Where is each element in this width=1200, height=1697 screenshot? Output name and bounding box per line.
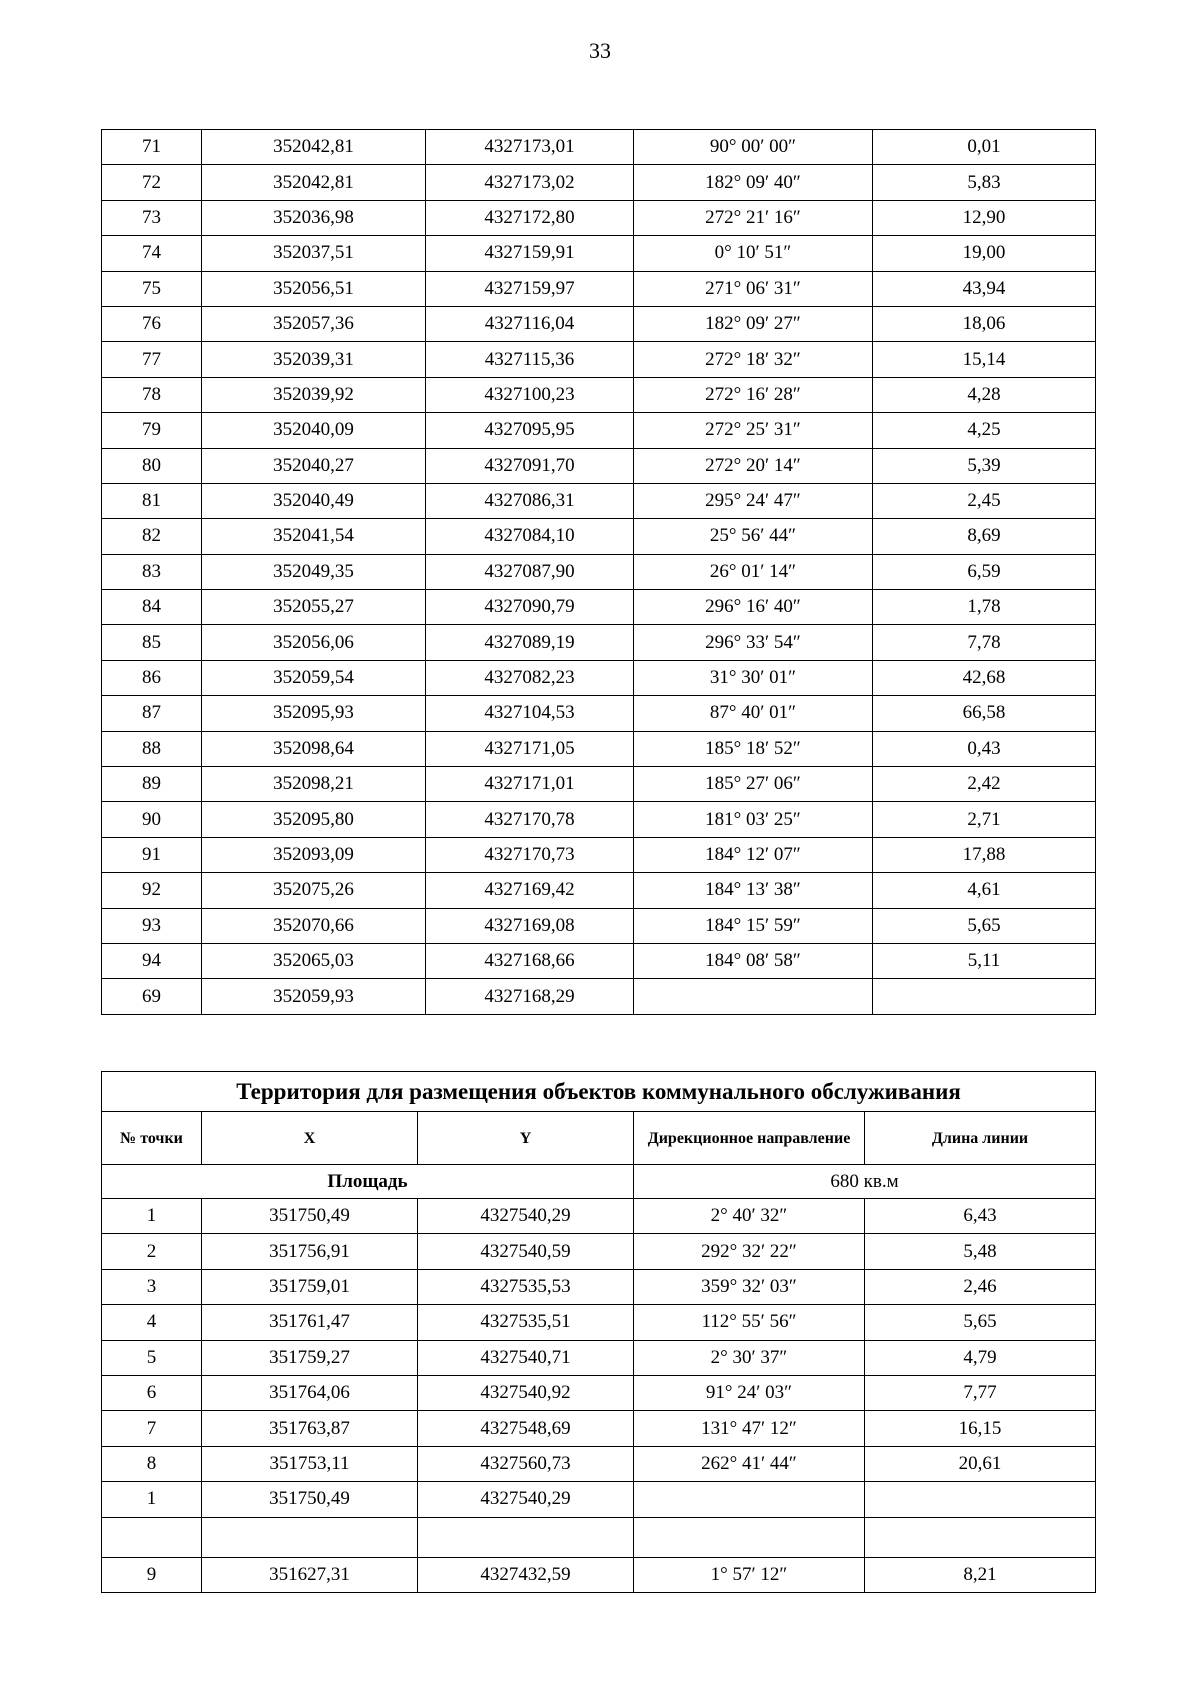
direction-cell: 295° 24′ 47″ bbox=[634, 483, 873, 518]
y-coordinate-cell: 4327171,01 bbox=[426, 767, 634, 802]
line-length-cell: 12,90 bbox=[873, 200, 1096, 235]
direction-cell: 87° 40′ 01″ bbox=[634, 696, 873, 731]
table-cell bbox=[102, 1517, 202, 1557]
point-number-cell: 72 bbox=[102, 165, 202, 200]
direction-cell: 185° 27′ 06″ bbox=[634, 767, 873, 802]
x-coordinate-cell: 352040,09 bbox=[202, 413, 426, 448]
point-number-cell: 3 bbox=[102, 1269, 202, 1304]
table-row bbox=[102, 448, 1096, 483]
y-coordinate-cell: 4327535,51 bbox=[418, 1305, 634, 1340]
table-row bbox=[102, 165, 1096, 200]
x-coordinate-cell: 352065,03 bbox=[202, 943, 426, 978]
line-length-cell: 5,65 bbox=[865, 1305, 1096, 1340]
x-coordinate-cell: 352036,98 bbox=[202, 200, 426, 235]
point-number-cell: 83 bbox=[102, 554, 202, 589]
point-number-cell: 1 bbox=[102, 1199, 202, 1234]
y-coordinate-cell: 4327116,04 bbox=[426, 306, 634, 341]
y-coordinate-cell: 4327548,69 bbox=[418, 1411, 634, 1446]
direction-cell: 184° 13′ 38″ bbox=[634, 873, 873, 908]
line-length-cell: 4,28 bbox=[873, 377, 1096, 412]
table-row bbox=[102, 554, 1096, 589]
line-length-cell: 5,48 bbox=[865, 1234, 1096, 1269]
line-length-cell: 15,14 bbox=[873, 342, 1096, 377]
x-coordinate-cell: 352098,64 bbox=[202, 731, 426, 766]
line-length-cell: 0,43 bbox=[873, 731, 1096, 766]
point-number-cell: 91 bbox=[102, 837, 202, 872]
line-length-cell: 20,61 bbox=[865, 1446, 1096, 1481]
table-row bbox=[102, 1199, 1096, 1234]
y-coordinate-cell: 4327432,59 bbox=[418, 1557, 634, 1592]
y-coordinate-cell: 4327100,23 bbox=[426, 377, 634, 412]
table-row bbox=[102, 731, 1096, 766]
x-coordinate-cell: 352049,35 bbox=[202, 554, 426, 589]
point-number-cell: 69 bbox=[102, 979, 202, 1014]
point-number-cell: 2 bbox=[102, 1234, 202, 1269]
direction-cell: 131° 47′ 12″ bbox=[634, 1411, 865, 1446]
point-number-cell: 5 bbox=[102, 1340, 202, 1375]
table-cell bbox=[418, 1517, 634, 1557]
y-coordinate-cell: 4327159,97 bbox=[426, 271, 634, 306]
line-length-cell: 19,00 bbox=[873, 236, 1096, 271]
point-number-cell: 79 bbox=[102, 413, 202, 448]
table-row bbox=[102, 236, 1096, 271]
x-coordinate-cell: 352093,09 bbox=[202, 837, 426, 872]
direction-cell: 272° 21′ 16″ bbox=[634, 200, 873, 235]
y-coordinate-cell: 4327090,79 bbox=[426, 590, 634, 625]
table-row bbox=[102, 200, 1096, 235]
x-coordinate-cell: 352056,06 bbox=[202, 625, 426, 660]
y-coordinate-cell: 4327560,73 bbox=[418, 1446, 634, 1481]
table-row bbox=[102, 1269, 1096, 1304]
direction-cell: 90° 00′ 00″ bbox=[634, 130, 873, 165]
table-row bbox=[102, 837, 1096, 872]
x-coordinate-cell: 351627,31 bbox=[202, 1557, 418, 1592]
x-coordinate-cell: 352057,36 bbox=[202, 306, 426, 341]
point-number-cell: 90 bbox=[102, 802, 202, 837]
y-coordinate-cell: 4327169,08 bbox=[426, 908, 634, 943]
x-coordinate-cell: 351750,49 bbox=[202, 1199, 418, 1234]
line-length-cell: 6,43 bbox=[865, 1199, 1096, 1234]
table-cell bbox=[202, 1517, 418, 1557]
x-coordinate-cell: 352095,93 bbox=[202, 696, 426, 731]
table-row bbox=[102, 590, 1096, 625]
x-coordinate-cell: 352040,49 bbox=[202, 483, 426, 518]
line-length-cell: 2,46 bbox=[865, 1269, 1096, 1304]
line-length-cell: 4,61 bbox=[873, 873, 1096, 908]
y-coordinate-cell: 4327159,91 bbox=[426, 236, 634, 271]
line-length-cell: 16,15 bbox=[865, 1411, 1096, 1446]
y-coordinate-cell: 4327172,80 bbox=[426, 200, 634, 235]
utility-services-territory-table bbox=[101, 1071, 1096, 1593]
point-number-cell: 8 bbox=[102, 1446, 202, 1481]
direction-cell: 272° 25′ 31″ bbox=[634, 413, 873, 448]
table-row bbox=[102, 908, 1096, 943]
point-number-cell: 84 bbox=[102, 590, 202, 625]
x-coordinate-cell: 352039,92 bbox=[202, 377, 426, 412]
direction-cell: 1° 57′ 12″ bbox=[634, 1557, 865, 1592]
table-cell bbox=[865, 1517, 1096, 1557]
line-length-cell: 17,88 bbox=[873, 837, 1096, 872]
y-coordinate-cell: 4327171,05 bbox=[426, 731, 634, 766]
x-coordinate-cell: 351761,47 bbox=[202, 1305, 418, 1340]
direction-cell: 2° 30′ 37″ bbox=[634, 1340, 865, 1375]
point-number-cell: 80 bbox=[102, 448, 202, 483]
point-number-cell: 89 bbox=[102, 767, 202, 802]
x-coordinate-cell: 352059,54 bbox=[202, 660, 426, 695]
point-number-cell: 93 bbox=[102, 908, 202, 943]
x-coordinate-cell: 352075,26 bbox=[202, 873, 426, 908]
table-row bbox=[102, 483, 1096, 518]
y-coordinate-cell: 4327091,70 bbox=[426, 448, 634, 483]
x-coordinate-cell: 351750,49 bbox=[202, 1482, 418, 1517]
point-number-cell: 6 bbox=[102, 1375, 202, 1410]
y-coordinate-cell: 4327173,01 bbox=[426, 130, 634, 165]
table-row bbox=[102, 873, 1096, 908]
line-length-cell: 4,79 bbox=[865, 1340, 1096, 1375]
direction-cell: 271° 06′ 31″ bbox=[634, 271, 873, 306]
x-coordinate-cell: 352098,21 bbox=[202, 767, 426, 802]
direction-cell: 296° 33′ 54″ bbox=[634, 625, 873, 660]
y-coordinate-cell: 4327540,59 bbox=[418, 1234, 634, 1269]
y-coordinate-cell: 4327540,29 bbox=[418, 1199, 634, 1234]
direction-cell: 184° 08′ 58″ bbox=[634, 943, 873, 978]
header-line-length: Длина линии bbox=[865, 1112, 1096, 1165]
y-coordinate-cell: 4327104,53 bbox=[426, 696, 634, 731]
line-length-cell: 0,01 bbox=[873, 130, 1096, 165]
y-coordinate-cell: 4327089,19 bbox=[426, 625, 634, 660]
point-number-cell: 76 bbox=[102, 306, 202, 341]
point-number-cell: 71 bbox=[102, 130, 202, 165]
line-length-cell: 1,78 bbox=[873, 590, 1096, 625]
point-number-cell: 87 bbox=[102, 696, 202, 731]
y-coordinate-cell: 4327115,36 bbox=[426, 342, 634, 377]
direction-cell: 262° 41′ 44″ bbox=[634, 1446, 865, 1481]
direction-cell: 272° 16′ 28″ bbox=[634, 377, 873, 412]
line-length-cell: 5,39 bbox=[873, 448, 1096, 483]
y-coordinate-cell: 4327086,31 bbox=[426, 483, 634, 518]
point-number-cell: 7 bbox=[102, 1411, 202, 1446]
header-point-number: № точки bbox=[102, 1112, 202, 1165]
point-number-cell: 92 bbox=[102, 873, 202, 908]
x-coordinate-cell: 351753,11 bbox=[202, 1446, 418, 1481]
point-number-cell: 78 bbox=[102, 377, 202, 412]
direction-cell: 184° 12′ 07″ bbox=[634, 837, 873, 872]
y-coordinate-cell: 4327168,66 bbox=[426, 943, 634, 978]
point-number-cell: 86 bbox=[102, 660, 202, 695]
line-length-cell: 2,42 bbox=[873, 767, 1096, 802]
coordinates-table-continued bbox=[101, 129, 1096, 1015]
table-row bbox=[102, 1340, 1096, 1375]
table-row bbox=[102, 1411, 1096, 1446]
y-coordinate-cell: 4327170,73 bbox=[426, 837, 634, 872]
direction-cell: 185° 18′ 52″ bbox=[634, 731, 873, 766]
line-length-cell: 5,11 bbox=[873, 943, 1096, 978]
y-coordinate-cell: 4327168,29 bbox=[426, 979, 634, 1014]
table-row bbox=[102, 130, 1096, 165]
point-number-cell: 82 bbox=[102, 519, 202, 554]
y-coordinate-cell: 4327084,10 bbox=[426, 519, 634, 554]
area-value: 680 кв.м bbox=[634, 1165, 1096, 1199]
point-number-cell: 1 bbox=[102, 1482, 202, 1517]
table-row bbox=[102, 696, 1096, 731]
header-y: Y bbox=[418, 1112, 634, 1165]
x-coordinate-cell: 352056,51 bbox=[202, 271, 426, 306]
table-row bbox=[102, 1375, 1096, 1410]
table-row bbox=[102, 660, 1096, 695]
y-coordinate-cell: 4327170,78 bbox=[426, 802, 634, 837]
line-length-cell: 5,65 bbox=[873, 908, 1096, 943]
line-length-cell: 6,59 bbox=[873, 554, 1096, 589]
table-row bbox=[102, 1234, 1096, 1269]
x-coordinate-cell: 351763,87 bbox=[202, 1411, 418, 1446]
table-row bbox=[102, 802, 1096, 837]
direction-cell: 112° 55′ 56″ bbox=[634, 1305, 865, 1340]
x-coordinate-cell: 352042,81 bbox=[202, 165, 426, 200]
direction-cell: 184° 15′ 59″ bbox=[634, 908, 873, 943]
table-row bbox=[102, 625, 1096, 660]
line-length-cell bbox=[873, 979, 1096, 1014]
direction-cell: 0° 10′ 51″ bbox=[634, 236, 873, 271]
blank-row bbox=[102, 1517, 1096, 1557]
line-length-cell: 18,06 bbox=[873, 306, 1096, 341]
y-coordinate-cell: 4327095,95 bbox=[426, 413, 634, 448]
line-length-cell: 8,21 bbox=[865, 1557, 1096, 1592]
y-coordinate-cell: 4327087,90 bbox=[426, 554, 634, 589]
direction-cell: 25° 56′ 44″ bbox=[634, 519, 873, 554]
line-length-cell: 4,25 bbox=[873, 413, 1096, 448]
direction-cell: 2° 40′ 32″ bbox=[634, 1199, 865, 1234]
x-coordinate-cell: 352040,27 bbox=[202, 448, 426, 483]
direction-cell: 296° 16′ 40″ bbox=[634, 590, 873, 625]
table-row bbox=[102, 306, 1096, 341]
header-x: X bbox=[202, 1112, 418, 1165]
table-title: Территория для размещения объектов коммунального обслуживания bbox=[102, 1072, 1096, 1112]
line-length-cell: 7,77 bbox=[865, 1375, 1096, 1410]
table-row bbox=[102, 377, 1096, 412]
table-row bbox=[102, 1305, 1096, 1340]
x-coordinate-cell: 352042,81 bbox=[202, 130, 426, 165]
y-coordinate-cell: 4327540,29 bbox=[418, 1482, 634, 1517]
line-length-cell: 8,69 bbox=[873, 519, 1096, 554]
x-coordinate-cell: 352055,27 bbox=[202, 590, 426, 625]
y-coordinate-cell: 4327540,71 bbox=[418, 1340, 634, 1375]
direction-cell: 181° 03′ 25″ bbox=[634, 802, 873, 837]
point-number-cell: 74 bbox=[102, 236, 202, 271]
point-number-cell: 88 bbox=[102, 731, 202, 766]
x-coordinate-cell: 352059,93 bbox=[202, 979, 426, 1014]
header-direction: Дирекционное направление bbox=[634, 1112, 865, 1165]
x-coordinate-cell: 352039,31 bbox=[202, 342, 426, 377]
x-coordinate-cell: 351759,27 bbox=[202, 1340, 418, 1375]
table-row bbox=[102, 413, 1096, 448]
x-coordinate-cell: 351764,06 bbox=[202, 1375, 418, 1410]
table-row bbox=[102, 1446, 1096, 1481]
direction-cell: 272° 18′ 32″ bbox=[634, 342, 873, 377]
point-number-cell: 4 bbox=[102, 1305, 202, 1340]
y-coordinate-cell: 4327535,53 bbox=[418, 1269, 634, 1304]
table-row bbox=[102, 342, 1096, 377]
direction-cell: 359° 32′ 03″ bbox=[634, 1269, 865, 1304]
y-coordinate-cell: 4327169,42 bbox=[426, 873, 634, 908]
line-length-cell bbox=[865, 1482, 1096, 1517]
x-coordinate-cell: 352041,54 bbox=[202, 519, 426, 554]
direction-cell: 182° 09′ 40″ bbox=[634, 165, 873, 200]
direction-cell: 272° 20′ 14″ bbox=[634, 448, 873, 483]
point-number-cell: 77 bbox=[102, 342, 202, 377]
table-row bbox=[102, 979, 1096, 1014]
table-row bbox=[102, 1557, 1096, 1592]
direction-cell: 292° 32′ 22″ bbox=[634, 1234, 865, 1269]
point-number-cell: 94 bbox=[102, 943, 202, 978]
direction-cell: 182° 09′ 27″ bbox=[634, 306, 873, 341]
table-row bbox=[102, 519, 1096, 554]
direction-cell: 31° 30′ 01″ bbox=[634, 660, 873, 695]
line-length-cell: 2,71 bbox=[873, 802, 1096, 837]
y-coordinate-cell: 4327540,92 bbox=[418, 1375, 634, 1410]
table-row bbox=[102, 767, 1096, 802]
page-number: 33 bbox=[589, 38, 611, 63]
line-length-cell: 66,58 bbox=[873, 696, 1096, 731]
area-label: Площадь bbox=[102, 1165, 634, 1199]
x-coordinate-cell: 351756,91 bbox=[202, 1234, 418, 1269]
x-coordinate-cell: 352037,51 bbox=[202, 236, 426, 271]
table-cell bbox=[634, 1517, 865, 1557]
x-coordinate-cell: 352095,80 bbox=[202, 802, 426, 837]
table-row bbox=[102, 1482, 1096, 1517]
table-row bbox=[102, 271, 1096, 306]
direction-cell bbox=[634, 1482, 865, 1517]
point-number-cell: 73 bbox=[102, 200, 202, 235]
y-coordinate-cell: 4327082,23 bbox=[426, 660, 634, 695]
point-number-cell: 81 bbox=[102, 483, 202, 518]
direction-cell: 91° 24′ 03″ bbox=[634, 1375, 865, 1410]
point-number-cell: 85 bbox=[102, 625, 202, 660]
point-number-cell: 75 bbox=[102, 271, 202, 306]
direction-cell: 26° 01′ 14″ bbox=[634, 554, 873, 589]
line-length-cell: 7,78 bbox=[873, 625, 1096, 660]
line-length-cell: 43,94 bbox=[873, 271, 1096, 306]
x-coordinate-cell: 352070,66 bbox=[202, 908, 426, 943]
line-length-cell: 5,83 bbox=[873, 165, 1096, 200]
line-length-cell: 42,68 bbox=[873, 660, 1096, 695]
table-row bbox=[102, 943, 1096, 978]
x-coordinate-cell: 351759,01 bbox=[202, 1269, 418, 1304]
line-length-cell: 2,45 bbox=[873, 483, 1096, 518]
y-coordinate-cell: 4327173,02 bbox=[426, 165, 634, 200]
point-number-cell: 9 bbox=[102, 1557, 202, 1592]
direction-cell bbox=[634, 979, 873, 1014]
